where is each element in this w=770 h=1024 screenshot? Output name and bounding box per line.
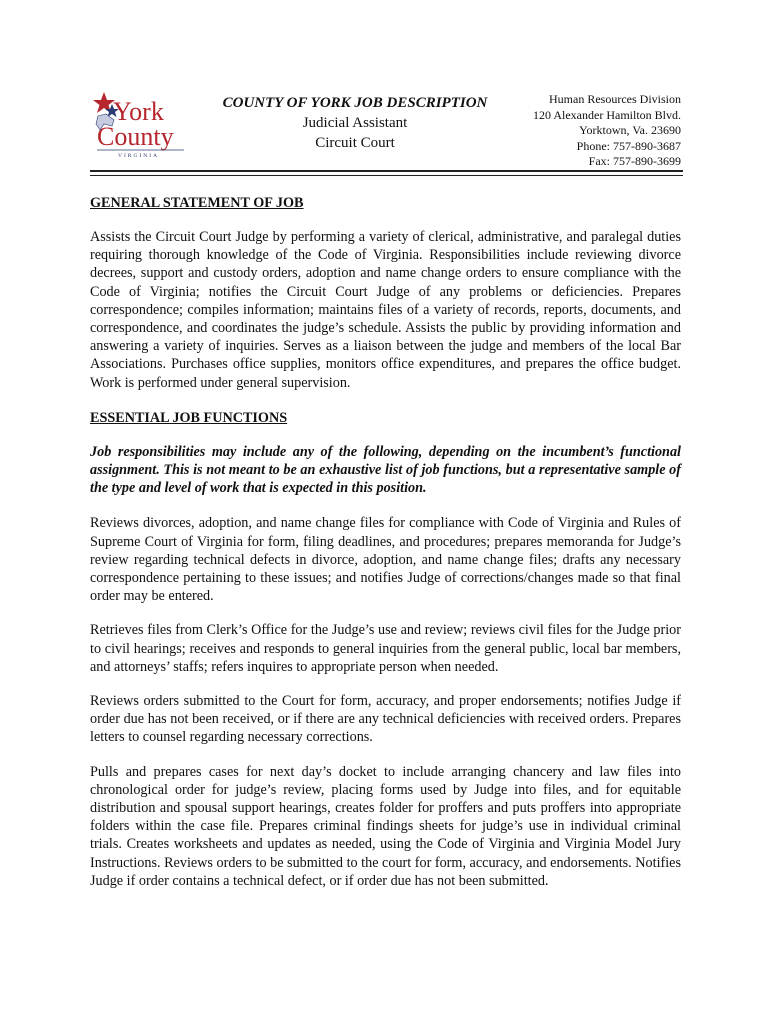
document-title: COUNTY OF YORK JOB DESCRIPTION [222,95,488,111]
document-body [90,194,681,890]
logo-state-text: VIRGINIA [118,153,160,159]
department-name: Circuit Court [315,135,395,151]
header-divider [90,170,683,172]
header-center [200,93,510,153]
contact-block [500,92,681,170]
contact-city: Yorktown, Va. 23690 [579,123,681,137]
contact-fax: Fax: 757-890-3699 [588,154,681,168]
contact-address: 120 Alexander Hamilton Blvd. [533,107,681,122]
job-function-paragraph: Retrieves files from Clerk’s Office for the Judge’s use and review; reviews civil files for the Judge prior to civil hearings; receives and responds to general inquiries from the general public, local bar members, and attorneys’ staffs; refers inquires to appropriate person when needed. [90,622,681,675]
essential-functions-heading: ESSENTIAL JOB FUNCTIONS [90,409,288,426]
logo-york-text: York [113,97,164,126]
contact-phone: Phone: 757-890-3687 [576,138,681,153]
job-function-paragraph: Pulls and prepares cases for next day’s docket to include arranging chancery and law files into chronological order for judge’s review, placing forms used by Judge into files, and for equitable distribution and spousal support hearings, creates folder for proffers and puts proffers into appropriate folders within the case file. Prepares criminal findings sheets for judge’s use in individual criminal trials. Creates worksheets and updates as needed, using the Code of Virginia and Virginia Model Jury Instructions. Reviews orders to be submitted to the court for form, accuracy, and endorsements. Notifies Judge if order contains a technical defect, or if order due has not been submitted. [90,763,681,889]
essential-functions-intro: Job responsibilities may include any of the following, depending on the incumbent’s functional assignment. This is not meant to be an exhaustive list of job functions, but a representative sample of the type and level of work that is expected in this position. [90,443,681,497]
general-statement-text: Assists the Circuit Court Judge by performing a variety of clerical, administrative, and paralegal duties requiring thorough knowledge of the Code of Virginia. Responsibilities include reviewing divorce decrees, support and custody orders, adoption and name change orders to ensure compliance with the Code of Virginia; notifies the Circuit Court Judge of any problems or deficiencies. Prepares correspondence; compiles information; maintains files of a variety of records, reports, documents, and correspondence, and coordinates the judge’s schedule. Assists the public by providing information and answering a variety of inquiries. Serves as a liaison between the judge and members of the local Bar Associations. Purchases office supplies, monitors office expenditures, and prepares the office budget. Work is performed under general supervision. [90,229,681,391]
contact-division: Human Resources Division [549,92,681,106]
logo-county-text: County [97,122,174,151]
general-statement-heading: GENERAL STATEMENT OF JOB [90,195,304,211]
header-divider-thin [90,175,683,176]
job-function-paragraph: Reviews divorces, adoption, and name change files for compliance with Code of Virginia and Rules of Supreme Court of Virginia for form, filing deadlines, and procedures; prepares memoranda for Judge’s review regarding technical defects in divorce, adoption, and name change files; drafts any necessary correspondence pertaining to these issues; and notifies Judge of corrections/changes made so that final order may be entered. [90,515,681,605]
job-function-paragraph: Reviews orders submitted to the Court for form, accuracy, and proper endorsements; notifies Judge if order due has not been received, or if there are any technical deficiencies with received orders. Prepares letters to counsel regarding necessary corrections. [90,693,681,746]
position-title: Judicial Assistant [302,115,408,131]
york-county-logo [92,90,192,160]
